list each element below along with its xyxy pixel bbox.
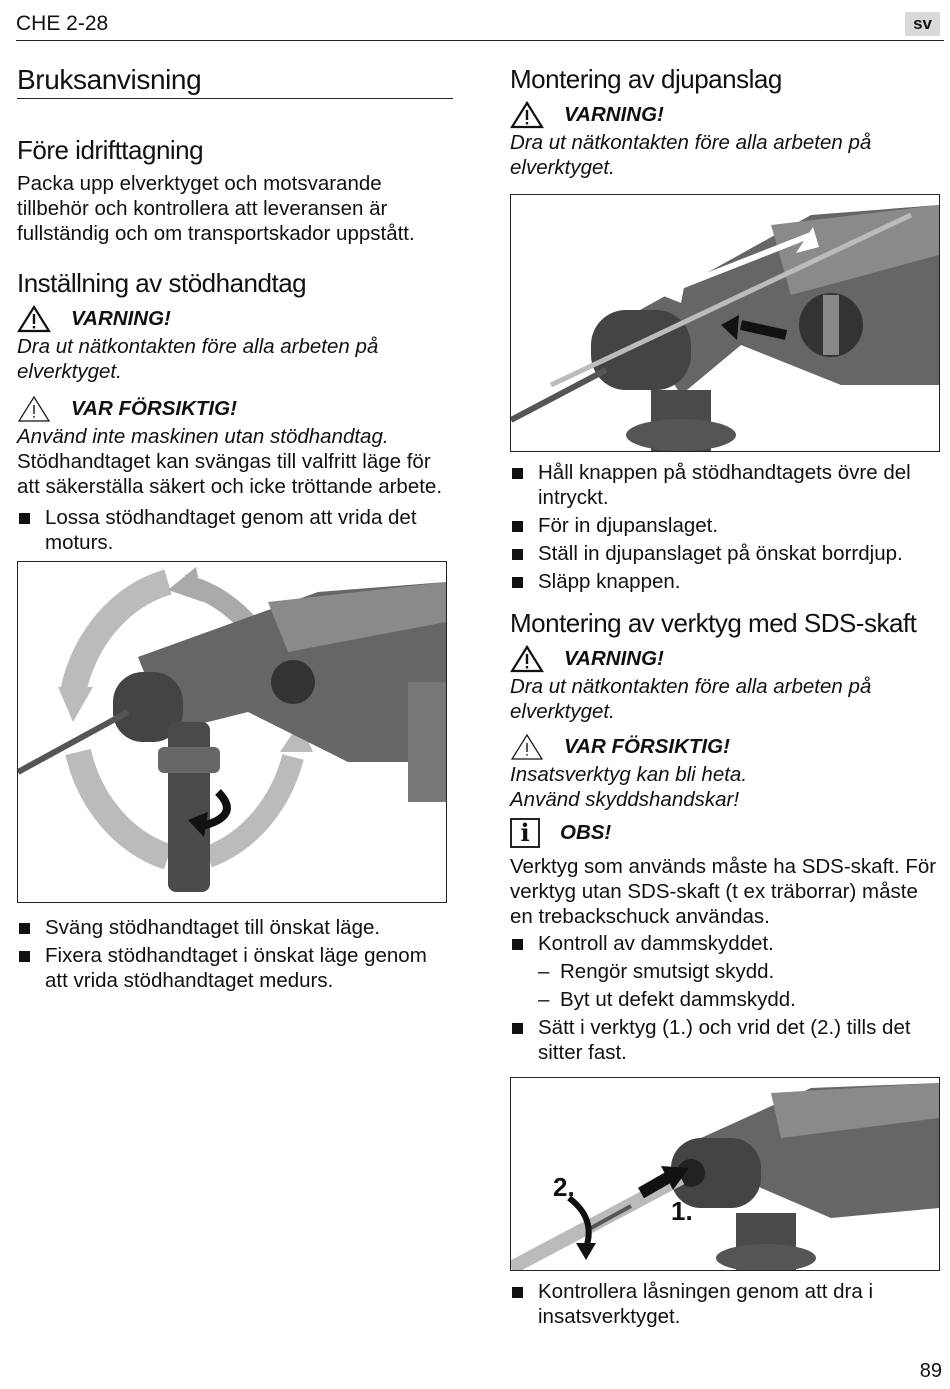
figure-label-2: 2.	[553, 1172, 575, 1202]
list-item: Fixera stödhandtaget i önskat läge genom att vrida stödhandtaget medurs.	[17, 943, 453, 993]
warning-triangle-icon	[510, 101, 544, 129]
info-icon: i	[510, 818, 540, 848]
warning-block	[510, 644, 942, 724]
step-list-6	[510, 1279, 942, 1329]
warning-block	[510, 100, 942, 180]
list-item: Släpp knappen.	[510, 569, 942, 594]
warning-triangle-icon	[510, 645, 544, 673]
side-handle-body: Stödhandtaget kan svängas till valfritt läge för att säkerställa säkert och icke tröttande arbete.	[17, 450, 443, 498]
warning-text: Dra ut nätkontakten före alla arbeten på elverktyget.	[510, 131, 872, 179]
warning-title: VARNING!	[564, 647, 664, 670]
heading-sds-tool: Montering av verktyg med SDS-skaft	[510, 608, 917, 638]
text-before-use: Packa upp elverktyget och motsvarande tillbehör och kontrollera att leveransen är fullständig och om transportskador uppstått.	[17, 172, 415, 245]
step-list-3	[510, 460, 942, 594]
step-list-1	[17, 505, 453, 555]
warning-block	[17, 304, 453, 384]
step-list-4	[510, 931, 942, 956]
warning-text: Dra ut nätkontakten före alla arbeten på elverktyget.	[17, 335, 379, 383]
warning-title: VARNING!	[71, 307, 171, 330]
list-item: Kontrollera låsningen genom att dra i insatsverktyget.	[510, 1279, 942, 1329]
drill-sds-insert-illustration	[511, 1078, 939, 1270]
heading-before-use: Före idrifttagning	[17, 135, 204, 165]
right-column	[510, 60, 942, 1332]
sub-list	[510, 959, 942, 1012]
list-item: För in djupanslaget.	[510, 513, 942, 538]
drill-depth-stop-illustration	[511, 195, 939, 451]
model-name: CHE 2-28	[16, 12, 109, 35]
step-list-5	[510, 1015, 942, 1065]
warning-triangle-icon	[17, 305, 51, 333]
caution-triangle-icon	[17, 395, 51, 423]
list-item: Lossa stödhandtaget genom att vrida det moturs.	[17, 505, 453, 555]
sub-list-item: – Rengör smutsigt skydd.	[510, 959, 942, 984]
note-title: OBS!	[560, 821, 612, 844]
sub-list-item: – Byt ut defekt dammskydd.	[510, 987, 942, 1012]
figure-sds-insert	[510, 1077, 940, 1271]
warning-title: VARNING!	[564, 103, 664, 126]
list-item: Håll knappen på stödhandtagets övre del intryckt.	[510, 460, 942, 510]
list-item: Kontroll av dammskyddet.	[510, 931, 942, 956]
list-item: Sväng stödhandtaget till önskat läge.	[17, 915, 453, 940]
heading-side-handle: Inställning av stödhandtag	[17, 268, 307, 298]
drill-side-handle-illustration	[18, 562, 446, 902]
caution-triangle-icon	[510, 733, 544, 761]
list-item: Sätt i verktyg (1.) och vrid det (2.) tills det sitter fast.	[510, 1015, 942, 1065]
figure-label-1: 1.	[671, 1196, 693, 1226]
heading-depth-stop: Montering av djupanslag	[510, 64, 782, 94]
figure-side-handle	[17, 561, 447, 903]
note-block	[510, 816, 942, 850]
caution-text: Använd inte maskinen utan stödhandtag.	[17, 425, 389, 448]
caution-title: VAR FÖRSIKTIG!	[564, 735, 730, 758]
note-text: Verktyg som används måste ha SDS-skaft. För verktyg utan SDS-skaft (t ex träborrar) måste en trebackschuck användas.	[510, 855, 937, 928]
page-title: Bruksanvisning	[17, 60, 453, 99]
left-column	[17, 60, 453, 996]
warning-text: Dra ut nätkontakten före alla arbeten på elverktyget.	[510, 675, 872, 723]
caution-text-1: Insatsverktyg kan bli heta.	[510, 763, 748, 786]
list-item: Ställ in djupanslaget på önskat borrdjup.	[510, 541, 942, 566]
caution-text-2: Använd skyddshandskar!	[510, 788, 740, 811]
caution-block	[17, 394, 453, 449]
figure-depth-stop	[510, 194, 940, 452]
step-list-2	[17, 915, 453, 993]
language-badge: sv	[905, 12, 940, 36]
page-number: 89	[919, 1360, 942, 1382]
caution-title: VAR FÖRSIKTIG!	[71, 397, 237, 420]
caution-block	[510, 732, 942, 812]
page-header	[16, 8, 944, 41]
